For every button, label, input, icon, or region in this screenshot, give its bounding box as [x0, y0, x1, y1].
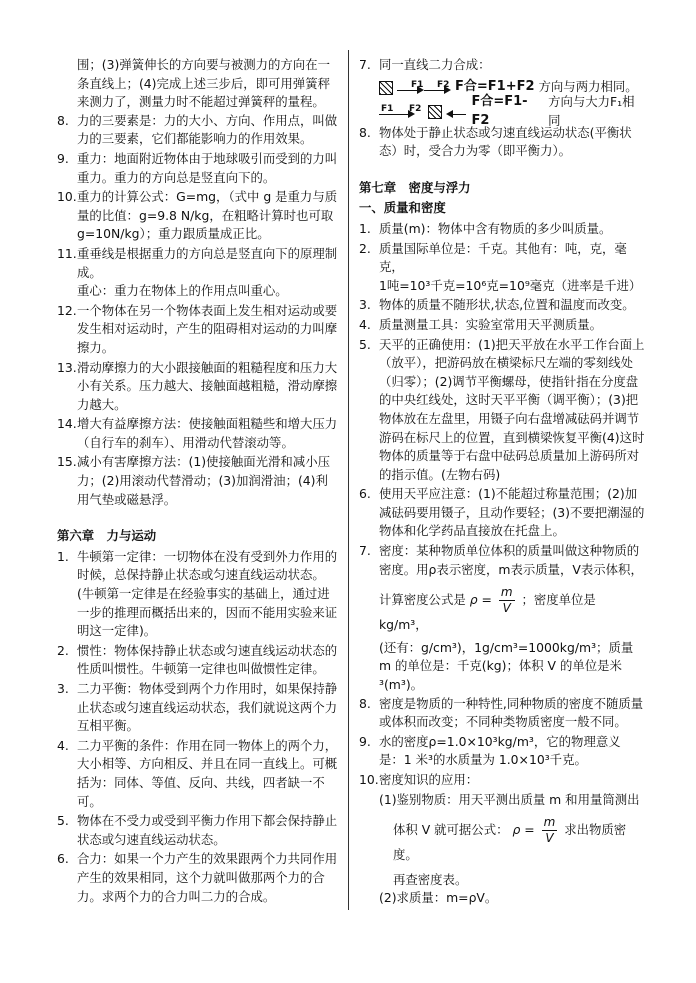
density-formula: [359, 585, 645, 635]
density-units: (还有：g/cm³)，1g/cm³=1000kg/m³；质量 m 的单位是：千克(kg)；体积 V 的单位是米³(m³)。: [379, 639, 634, 693]
formula-prefix: 计算密度公式是: [379, 592, 466, 608]
item-number: 11.: [57, 245, 77, 261]
item-number: 5.: [359, 336, 371, 352]
item-number: 10.: [359, 772, 379, 787]
list-item: [57, 359, 340, 415]
list-item: [359, 296, 645, 315]
item-number: 8.: [359, 124, 371, 140]
f1-label: F1: [381, 103, 394, 114]
item-number: 6.: [359, 486, 371, 502]
f1-label: F1: [411, 79, 424, 90]
item-text: 惯性：物体保持静止状态或匀速直线运动状态的性质叫惯性。牛顿第一定律也叫做惯性定律。: [77, 642, 338, 677]
object-box-icon: [428, 105, 442, 119]
item-text: 重力：地面附近物体由于地球吸引而受到的力叫重力。重力的方向总是竖直向下的。: [77, 150, 338, 185]
item-subtext: 重心：重力在物体上的作用点叫重心。: [77, 283, 288, 299]
density-fraction: [499, 585, 515, 616]
force-arrows-icon: [397, 79, 451, 97]
list-item: [359, 124, 645, 161]
item-text: 牛顿第一定律：一切物体在没有受到外力作用的时候，总保持静止状态或匀速直线运动状态。(牛顿第一定律是在经验事实的基础上，通过进一步的推理而概括出来的，因而不能用实验来证明这一定律)。: [77, 548, 338, 639]
item-text: 天平的正确使用：(1)把天平放在水平工作台面上（放平），把游码放在横梁标尺左端的零刻线处（归零）；(2)调节平衡螺母，使指针指在分度盘的中央红线处，这时天平平衡（调平衡）；(3)把物体放在左盘里，用镊子向右盘增减砝码并调节游码在标尺上的位置，直到横梁恢复平衡(4)这时物体的质量等于右盘中砝码总质量加上游码所对的指示值。(左物右码): [379, 336, 645, 482]
item-text: 密度：某种物质单位体积的质量叫做这种物质的密度。用ρ表示密度，m表示质量，V表示体积，: [379, 543, 643, 577]
item-number: 12.: [57, 302, 77, 318]
formula-lhs: ρ =: [512, 822, 535, 838]
item-number: 9.: [359, 733, 371, 749]
item-number: 7.: [359, 543, 371, 559]
item-number: 1.: [57, 548, 69, 564]
list-item: [359, 733, 645, 770]
item-text: 合力：如果一个力产生的效果跟两个力共同作用产生的效果相同，这个力就叫做那两个力的合力。求两个力的合力叫二力的合成。: [77, 851, 338, 904]
list-item: [57, 680, 340, 736]
application-1-end: 再查密度表。: [393, 871, 468, 887]
list-item: [57, 642, 340, 679]
item-text: 使用天平应注意：(1)不能超过称量范围；(2)加减砝码要用镊子，且动作要轻；(3)不要把潮湿的物体和化学药品直接放在托盘上。: [379, 486, 645, 539]
item-number: 3.: [57, 681, 69, 696]
item-number: 9.: [57, 150, 69, 166]
application-1-formula: [359, 815, 645, 865]
list-item: [359, 771, 645, 790]
item-text: 一个物体在另一个物体表面上发生相对运动或要发生相对运动时，产生的阻碍相对运动的力叫摩擦力。: [77, 302, 338, 355]
fraction-denominator: V: [545, 831, 554, 846]
item-subtext: 1吨=10³千克=10⁶克=10⁹毫克（进率是千进）: [379, 277, 642, 293]
formula-note: 方向与大力F₁相同: [548, 94, 635, 128]
formula-difference: F合=F1-F2: [471, 94, 528, 128]
item-text: 二力平衡：物体受到两个力作用时，如果保持静止状态或匀速直线运动状态，我们就说这两个力互相平衡。: [77, 681, 338, 734]
list-item: [359, 240, 645, 296]
section-heading: 一、质量和密度: [359, 200, 446, 216]
item-number: 8.: [57, 112, 69, 128]
formula-suffix: 求出物质密度。: [393, 822, 627, 863]
item-number: 13.: [57, 359, 77, 375]
list-item: [359, 336, 645, 485]
list-item: [57, 245, 340, 301]
item-number: 7.: [359, 57, 371, 72]
list-item: [359, 316, 645, 335]
list-item: [57, 453, 340, 509]
list-item: [57, 112, 340, 149]
item-text: 物体在不受力或受到平衡力作用下都会保持静止状态或匀速直线运动状态。: [77, 813, 338, 847]
item-number: 4.: [57, 737, 69, 753]
list-item: [57, 812, 340, 849]
formula-prefix: 体积 V 就可据公式：: [393, 822, 509, 838]
list-item: [359, 542, 645, 579]
list-item: [57, 548, 340, 641]
item-text: 密度知识的应用：: [379, 772, 479, 787]
application-1: (1)鉴别物质：用天平测出质量 m 和用量筒测出: [379, 791, 640, 807]
formula-note: 方向与两力相同。: [538, 79, 638, 95]
f2-label: F2: [437, 79, 450, 90]
list-item: [359, 220, 645, 239]
force-arrows-icon: [379, 103, 424, 121]
intro-paragraph: 围；(3)弹簧伸长的方向要与被测力的方向在一条直线上；(4)完成上述三步后，即可用弹簧秤来测力了，测量力时不能超过弹簧秤的量程。: [77, 57, 330, 110]
list-item: [57, 302, 340, 358]
fraction-numerator: m: [543, 815, 556, 830]
f2-label: F2: [409, 103, 422, 114]
item-number: 3.: [359, 297, 371, 313]
list-item: [57, 850, 340, 906]
item-text: 质量测量工具：实验室常用天平测质量。: [379, 316, 603, 332]
item-number: 5.: [57, 813, 69, 829]
item-text: 密度是物质的一种特性,同种物质的密度不随质量或体积而改变；不同种类物质密度一般不同。: [379, 695, 644, 730]
item-number: 4.: [359, 316, 371, 332]
item-text: 水的密度ρ=1.0×10³kg/m³，它的物理意义是：1 米³的水质量为 1.0×10³千克。: [379, 733, 621, 768]
item-text: 物体处于静止状态或匀速直线运动状态(平衡状态）时，受合力为零（即平衡力）。: [379, 124, 632, 159]
density-fraction: [542, 815, 558, 846]
item-text: 重力的计算公式：G=mg，（式中 g 是重力与质量的比值：g=9.8 N/kg，在粗略计算时也可取 g=10N/kg）；重力跟质量成正比。: [77, 189, 338, 242]
item-text: 力的三要素是：力的大小、方向、作用点，叫做力的三要素，它们都能影响力的作用效果。: [77, 112, 338, 147]
chapter7-heading: 第七章 密度与浮力: [359, 179, 471, 195]
application-2: (2)求质量：m=ρV。: [379, 890, 498, 906]
list-item: [359, 56, 645, 75]
formula-sum: F合=F1+F2: [455, 79, 535, 95]
item-text: 同一直线二力合成：: [379, 57, 491, 72]
formula-opposite-direction: [359, 94, 645, 128]
list-item: [57, 150, 340, 187]
list-item: [57, 188, 340, 244]
right-column: [359, 56, 645, 908]
item-number: 10.: [57, 189, 77, 205]
item-number: 1.: [359, 220, 371, 236]
item-text: 增大有益摩擦方法：使接触面粗糙些和增大压力（自行车的刹车）、用滑动代替滚动等。: [77, 416, 338, 450]
formula-lhs: ρ =: [469, 592, 492, 608]
item-text: 二力平衡的条件：作用在同一物体上的两个力，大小相等、方向相反、并且在同一直线上。可概括为：同体、等值、反向、共线，四者缺一不可。: [77, 737, 338, 809]
item-number: 6.: [57, 851, 69, 867]
column-divider: [348, 50, 349, 910]
fraction-denominator: V: [502, 601, 511, 616]
chapter6-heading: 第六章 力与运动: [57, 528, 157, 544]
object-box-icon: [379, 81, 393, 95]
left-column: [57, 56, 340, 907]
item-number: 2.: [359, 240, 371, 256]
item-number: 14.: [57, 416, 77, 432]
item-text: 质量国际单位是：千克。其他有：吨，克，毫克，: [379, 240, 627, 275]
item-number: 2.: [57, 642, 69, 658]
list-item: [359, 485, 645, 541]
item-text: 重垂线是根据重力的方向总是竖直向下的原理制成。: [77, 245, 338, 280]
formula-suffix: ；密度单位是 kg/m³，: [379, 592, 596, 633]
item-text: 减小有害摩擦方法：(1)使接触面光滑和减小压力；(2)用滚动代替滑动；(3)加润滑油；(4)利用气垫或磁悬浮。: [77, 454, 330, 507]
reverse-arrow-icon: [446, 103, 468, 121]
item-text: 滑动摩擦力的大小跟接触面的粗糙程度和压力大小有关系。压力越大、接触面越粗糙，滑动摩擦力越大。: [77, 359, 338, 412]
item-text: 物体的质量不随形状,状态,位置和温度而改变。: [379, 297, 635, 313]
list-item: [57, 737, 340, 811]
fraction-numerator: m: [500, 585, 513, 600]
item-text: 质量(m)：物体中含有物质的多少叫质量。: [379, 220, 612, 236]
list-item: [57, 415, 340, 452]
item-number: 15.: [57, 454, 77, 470]
item-number: 8.: [359, 695, 371, 711]
list-item: [359, 695, 645, 732]
